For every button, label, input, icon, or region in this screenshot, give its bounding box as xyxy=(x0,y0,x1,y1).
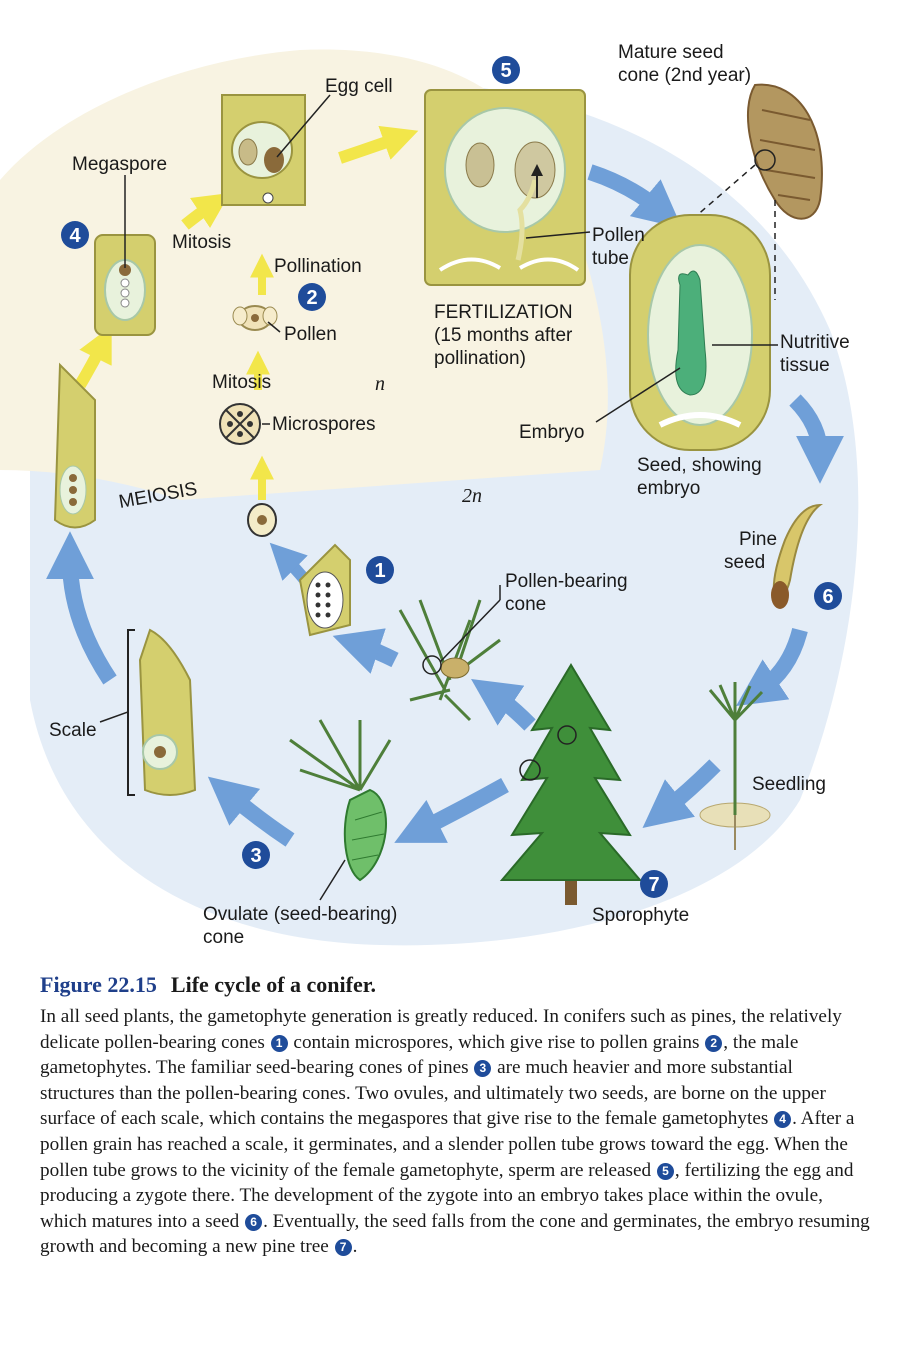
microspore-tetrad xyxy=(220,404,260,444)
step-number-2: 2 xyxy=(306,287,318,309)
label-nutritive-1: Nutritive xyxy=(780,332,850,353)
label-meiosis: MEIOSIS xyxy=(117,478,199,513)
figure-body-text xyxy=(40,1004,870,1260)
label-seed-showing-1: Seed, showing xyxy=(637,455,762,476)
label-fertilization-2: (15 months after xyxy=(434,325,573,346)
label-pollen-bearing-2: cone xyxy=(505,594,547,615)
label-pollination: Pollination xyxy=(274,256,362,277)
caption-text-1: In all seed plants, the gametophyte generation is greatly reduced. In conifers such as pines, the relatively delicate pollen-bearing cones xyxy=(40,1006,842,1053)
label-embryo: Embryo xyxy=(519,422,585,443)
label-mature-seed-cone-1: Mature seed xyxy=(618,42,724,63)
step-badge-7 xyxy=(640,870,668,898)
label-pollen-bearing-1: Pollen-bearing xyxy=(505,571,628,592)
label-fertilization-3: pollination) xyxy=(434,348,526,369)
figure-title-text: Life cycle of a conifer. xyxy=(170,972,376,997)
step-badge-1 xyxy=(366,556,394,584)
step-number-3: 3 xyxy=(250,845,262,867)
caption-step-5: 5 xyxy=(657,1163,674,1180)
caption-text-3: , the male gametophytes. The familiar seed-bearing cones of pines xyxy=(40,1031,799,1079)
label-nutritive-2: tissue xyxy=(780,355,830,376)
step-badge-4 xyxy=(61,221,89,249)
label-egg-cell: Egg cell xyxy=(325,76,393,97)
label-seed-showing-2: embryo xyxy=(637,478,701,499)
label-microspores: Microspores xyxy=(272,414,376,435)
caption-step-4: 4 xyxy=(774,1111,791,1128)
label-mitosis-top: Mitosis xyxy=(172,232,232,253)
caption-step-6: 6 xyxy=(245,1214,262,1231)
caption-text-5: . After a pollen grain has reached a scale, it germinates, and a slender pollen tube grows toward the egg. When the pollen tube grows to the vicinity of the female gametophyte, sperm are released xyxy=(40,1108,855,1181)
label-megaspore: Megaspore xyxy=(72,154,168,175)
step-number-7: 7 xyxy=(648,874,660,896)
step-badge-6 xyxy=(814,582,842,610)
label-sporophyte: Sporophyte xyxy=(592,905,690,926)
label-ovulate-2: cone xyxy=(203,927,245,948)
label-pollen-tube-2: tube xyxy=(592,248,629,269)
label-haploid: n xyxy=(375,373,385,395)
step-badge-2 xyxy=(298,283,326,311)
caption-text-2: contain microspores, which give rise to pollen grains xyxy=(293,1031,700,1053)
label-seedling: Seedling xyxy=(752,774,826,795)
label-ovulate-1: Ovulate (seed-bearing) xyxy=(203,904,398,925)
figure-title xyxy=(40,972,870,998)
label-pollen-tube-1: Pollen xyxy=(592,225,645,246)
label-pine-seed-2: seed xyxy=(724,552,766,573)
caption-step-1: 1 xyxy=(271,1035,288,1052)
step-number-5: 5 xyxy=(500,60,512,82)
step-badge-5 xyxy=(492,56,520,84)
step-number-6: 6 xyxy=(822,586,834,608)
figure-number: Figure 22.15 xyxy=(40,972,157,997)
fertilization-ovule xyxy=(425,90,590,285)
step-number-4: 4 xyxy=(69,225,81,247)
label-pine-seed-1: Pine xyxy=(739,529,778,550)
caption-text-6: , fertilizing the egg and producing a zygote there. The development of the zygote into an embryo takes place within the ovule, which matures into a seed xyxy=(40,1159,854,1232)
label-fertilization-1: FERTILIZATION xyxy=(434,302,573,323)
step-badge-3 xyxy=(242,841,270,869)
label-mature-seed-cone-2: cone (2nd year) xyxy=(618,65,752,86)
label-diploid: 2n xyxy=(462,485,482,507)
label-scale: Scale xyxy=(49,720,97,741)
step-number-1: 1 xyxy=(374,560,386,582)
label-pollen: Pollen xyxy=(284,324,337,345)
caption-text-4: are much heavier and more substantial structures than the pollen-bearing cones. Two ovules, and ultimately two seeds, are borne on the upper surface of each scale, which contains the megaspores that give rise to the female gametophytes xyxy=(40,1057,826,1130)
microspore-cell xyxy=(248,504,276,536)
label-mitosis-bottom: Mitosis xyxy=(212,372,272,393)
figure-caption xyxy=(40,972,870,1260)
caption-text-8: . xyxy=(352,1236,358,1258)
caption-step-3: 3 xyxy=(474,1060,491,1077)
caption-step-2: 2 xyxy=(705,1035,722,1052)
caption-step-7: 7 xyxy=(335,1239,352,1256)
caption-text-7: . Eventually, the seed falls from the cone and germinates, the embryo resuming growth and becoming a new pine tree xyxy=(40,1210,870,1258)
